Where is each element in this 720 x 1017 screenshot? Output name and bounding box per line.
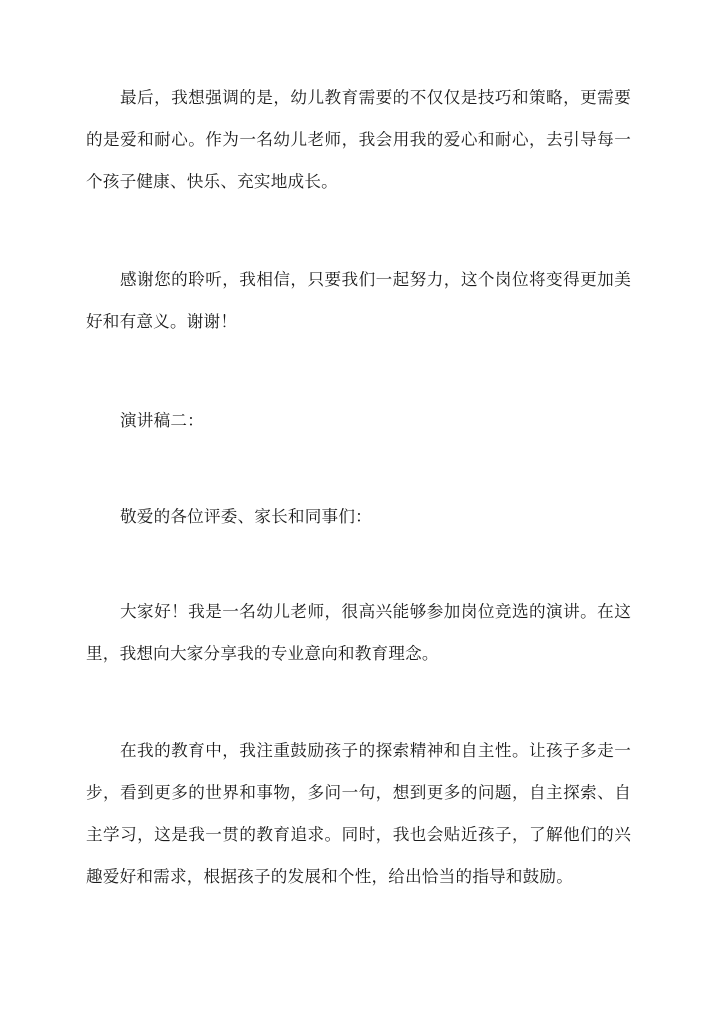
section-heading-speech-two: 演讲稿二： xyxy=(120,411,204,430)
paragraph-education-philosophy: 在我的教育中，我注重鼓励孩子的探索精神和自主性。让孩子多走一步，看到更多的世界和事物，多问一句，想到更多的问题，自主探索、自主学习，这是我一贯的教育追求。同时，我也会贴近孩子，了解他们的兴趣爱好和需求，根据孩子的发展和个性，给出恰当的指导和鼓励。 xyxy=(86,741,631,886)
paragraph-greeting: 大家好！我是一名幼儿老师，很高兴能够参加岗位竞选的演讲。在这里，我想向大家分享我的专业意向和教育理念。 xyxy=(86,602,631,663)
paragraph-thanks: 感谢您的聆听，我相信，只要我们一起努力，这个岗位将变得更加美好和有意义。谢谢！ xyxy=(86,270,631,331)
salutation: 敬爱的各位评委、家长和同事们： xyxy=(120,507,372,526)
paragraph-closing-emphasis: 最后，我想强调的是，幼儿教育需要的不仅仅是技巧和策略，更需要的是爱和耐心。作为一名幼儿老师，我会用我的爱心和耐心，去引导每一个孩子健康、快乐、充实地成长。 xyxy=(86,88,631,191)
